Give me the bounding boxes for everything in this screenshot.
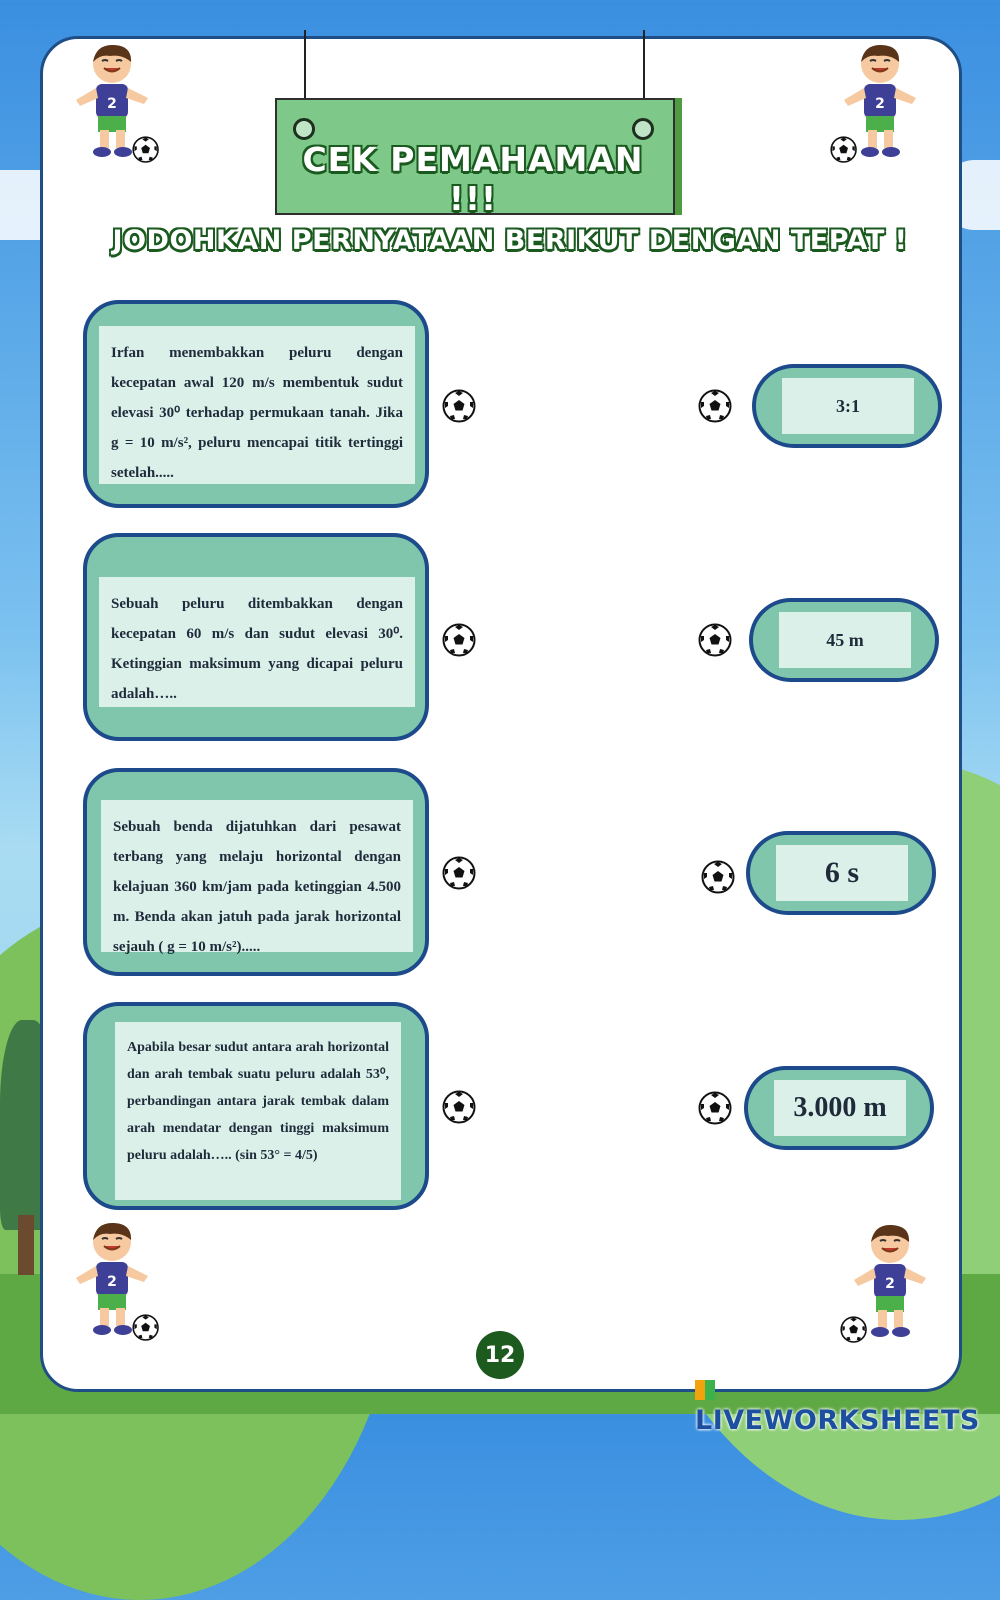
answer-text: 3.000 m <box>774 1080 906 1136</box>
soccer-ball-icon[interactable] <box>442 389 476 423</box>
soccer-ball-icon[interactable] <box>442 856 476 890</box>
soccer-ball-icon[interactable] <box>698 389 732 423</box>
banner-ring-icon <box>632 118 654 140</box>
soccer-kid-illustration <box>830 40 930 170</box>
soccer-ball-icon[interactable] <box>701 860 735 894</box>
answer-card-3 <box>746 831 936 915</box>
question-card-4 <box>83 1002 429 1210</box>
brand-name: LIVEWORKSHEETS <box>695 1405 980 1436</box>
question-card-3 <box>83 768 429 976</box>
soccer-kid-illustration <box>62 40 162 170</box>
answer-card-4 <box>744 1066 934 1150</box>
answer-card-1 <box>752 364 942 448</box>
banner-ring-icon <box>293 118 315 140</box>
instruction-heading: JODOHKAN PERNYATAAN BERIKUT DENGAN TEPAT ! <box>112 225 908 256</box>
question-text: Irfan menembakkan peluru dengan kecepatan awal 120 m/s membentuk sudut elevasi 30⁰ terhadap permukaan tanah. Jika g = 10 m/s², peluru mencapai titik tertinggi setelah..... <box>99 326 415 484</box>
answer-text: 45 m <box>779 612 911 668</box>
answer-text: 6 s <box>776 845 908 901</box>
page-number: 12 <box>476 1331 524 1379</box>
page-title: CEK PEMAHAMAN !!! <box>302 140 644 218</box>
soccer-ball-icon[interactable] <box>698 623 732 657</box>
question-text: Sebuah benda dijatuhkan dari pesawat terbang yang melaju horizontal dengan kelajuan 360 km/jam pada ketinggian 4.500 m. Benda akan jatuh pada jarak horizontal sejauh ( g = 10 m/s²)..... <box>101 800 413 952</box>
question-card-2 <box>83 533 429 741</box>
soccer-ball-icon[interactable] <box>442 1090 476 1124</box>
tree-trunk <box>18 1215 34 1275</box>
brand-logo-icon <box>695 1380 715 1400</box>
question-card-1 <box>83 300 429 508</box>
question-text: Apabila besar sudut antara arah horizontal dan arah tembak suatu peluru adalah 53⁰, perbandingan antara jarak tembak dalam arah mendatar dengan tinggi maksimum peluru adalah….. (sin 53° = 4/5) <box>115 1022 401 1200</box>
answer-card-2 <box>749 598 939 682</box>
question-text: Sebuah peluru ditembakkan dengan kecepatan 60 m/s dan sudut elevasi 30⁰. Ketinggian maksimum yang dicapai peluru adalah….. <box>99 577 415 707</box>
brand-logo[interactable] <box>695 1374 1000 1436</box>
soccer-kid-illustration <box>62 1218 162 1348</box>
soccer-kid-illustration <box>840 1220 940 1350</box>
answer-text: 3:1 <box>782 378 914 434</box>
soccer-ball-icon[interactable] <box>442 623 476 657</box>
soccer-ball-icon[interactable] <box>698 1091 732 1125</box>
